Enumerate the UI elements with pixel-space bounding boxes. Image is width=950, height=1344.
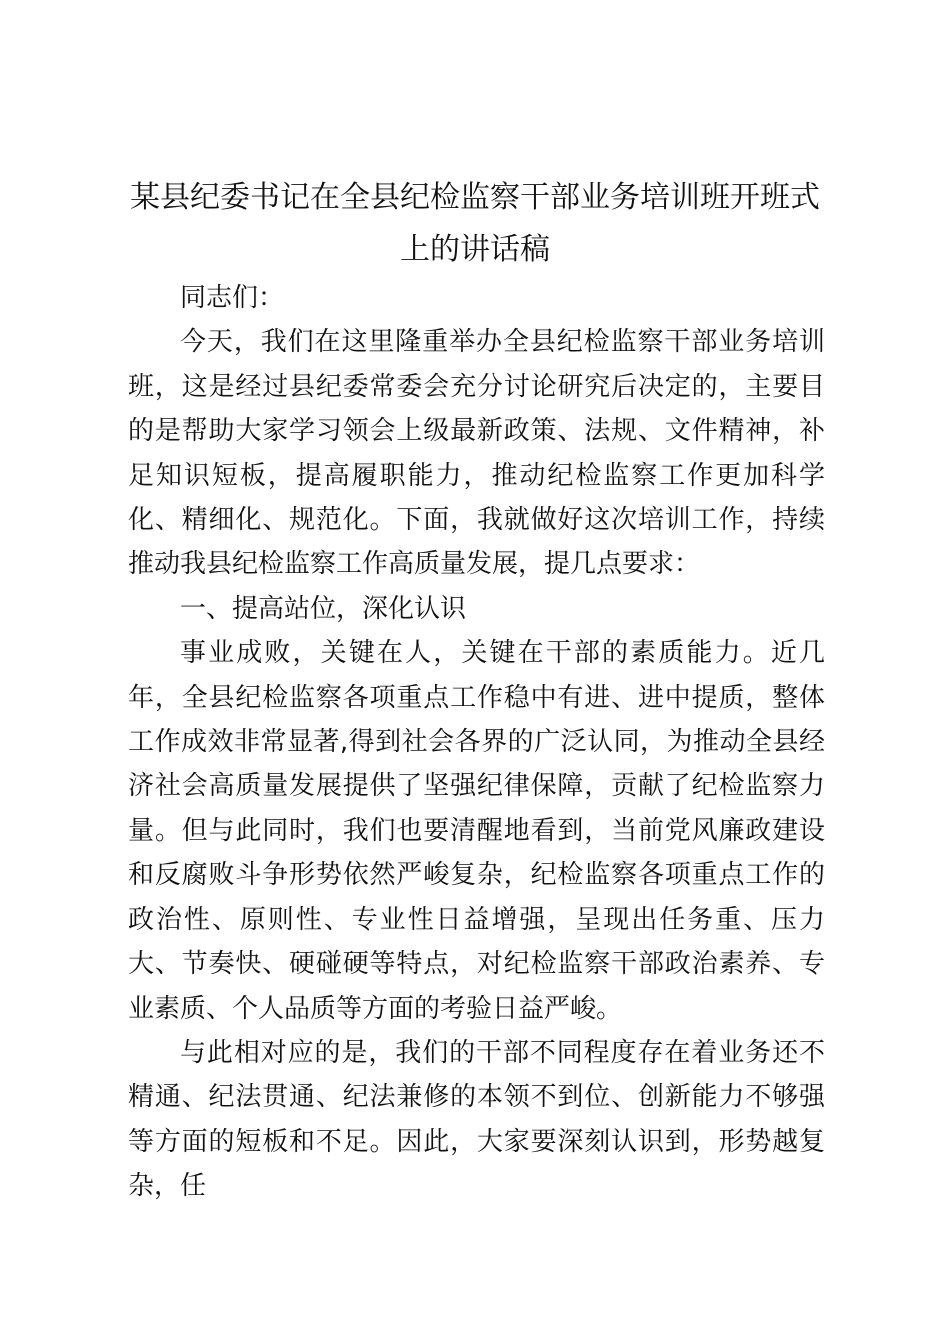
document-title: 某县纪委书记在全县纪检监察干部业务培训班开班式上的讲话稿 bbox=[130, 180, 820, 267]
intro-paragraph: 今天，我们在这里隆重举办全县纪检监察干部业务培训班，这是经过县纪委常委会充分讨论研究后决定的，主要目的是帮助大家学习领会上级最新政策、法规、文件精神，补足知识短板，提高履职能力，推动纪检监察工作更加科学化、精细化、规范化。下面，我就做好这次培训工作，持续推动我县纪检监察工作高质量发展，提几点要求： bbox=[128, 327, 825, 580]
document-body bbox=[128, 276, 825, 1209]
section1-paragraph-2: 与此相对应的是，我们的干部不同程度存在着业务还不精通、纪法贯通、纪法兼修的本领不到位、创新能力不够强等方面的短板和不足。因此，大家要深刻认识到，形势越复杂，任 bbox=[128, 1037, 825, 1202]
section1-paragraph-1: 事业成败，关键在人，关键在干部的素质能力。近几年，全县纪检监察各项重点工作稳中有进、进中提质，整体工作成效非常显著,得到社会各界的广泛认同，为推动全县经济社会高质量发展提供了坚强纪律保障，贡献了纪检监察力量。但与此同时，我们也要清醒地看到，当前党风廉政建设和反腐败斗争形势依然严峻复杂，纪检监察各项重点工作的政治性、原则性、专业性日益增强，呈现出任务重、压力大、节奏快、硬碰硬等特点，对纪检监察干部政治素养、专业素质、个人品质等方面的考验日益严峻。 bbox=[128, 638, 825, 1024]
salutation: 同志们： bbox=[180, 283, 285, 313]
section-heading-1: 一、提高站位，深化认识 bbox=[180, 593, 467, 624]
